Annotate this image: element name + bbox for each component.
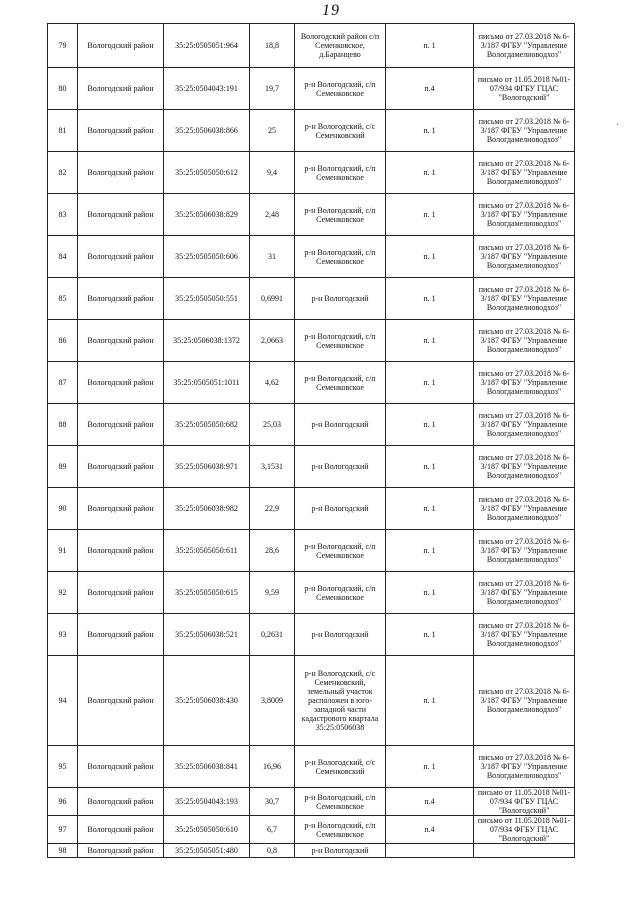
cadastral-number-cell: 35:25:0505051:480: [164, 844, 250, 858]
source-document-cell: письмо от 27.03.2018 № 6-3/187 ФГБУ "Управление Вологдамелиоводхоз": [474, 572, 575, 614]
table-row: [48, 236, 575, 278]
criteria-point-cell: п.4: [386, 788, 474, 816]
cadastral-number-cell: 35:25:0506038:866: [164, 110, 250, 152]
criteria-point-cell: п. 1: [386, 572, 474, 614]
source-document-cell: письмо от 11.05.2018 №01-07/934 ФГБУ ГЦАС "Вологодский": [474, 68, 575, 110]
row-number: 79: [48, 24, 78, 68]
location-cell: р-н Вологодский, с/п Семенковское: [295, 152, 386, 194]
area-cell: 16,96: [250, 746, 295, 788]
row-number: 82: [48, 152, 78, 194]
table-row: [48, 844, 575, 858]
source-document-cell: письмо от 27.03.2018 № 6-3/187 ФГБУ "Управление Вологдамелиоводхоз": [474, 446, 575, 488]
criteria-point-cell: п. 1: [386, 656, 474, 746]
area-cell: 2,0663: [250, 320, 295, 362]
row-number: 98: [48, 844, 78, 858]
district-cell: Вологодский район: [78, 530, 164, 572]
row-number: 96: [48, 788, 78, 816]
area-cell: 6,7: [250, 816, 295, 844]
table-row: [48, 530, 575, 572]
location-cell: р-н Вологодский, с/п Семенковское: [295, 572, 386, 614]
row-number: 80: [48, 68, 78, 110]
cadastral-number-cell: 35:25:0505050:612: [164, 152, 250, 194]
location-cell: р-н Вологодский, с/с Семенковский: [295, 746, 386, 788]
area-cell: 9,4: [250, 152, 295, 194]
source-document-cell: письмо от 11.05.2018 №01-07/934 ФГБУ ГЦАС "Вологодский": [474, 816, 575, 844]
source-document-cell: письмо от 27.03.2018 № 6-3/187 ФГБУ "Управление Вологдамелиоводхоз": [474, 614, 575, 656]
district-cell: Вологодский район: [78, 152, 164, 194]
district-cell: Вологодский район: [78, 320, 164, 362]
location-cell: р-н Вологодский, с/п Семенковское: [295, 68, 386, 110]
district-cell: Вологодский район: [78, 656, 164, 746]
district-cell: Вологодский район: [78, 362, 164, 404]
cadastral-number-cell: 35:25:0506038:1372: [164, 320, 250, 362]
criteria-point-cell: п. 1: [386, 446, 474, 488]
source-document-cell: [474, 844, 575, 858]
criteria-point-cell: п. 1: [386, 530, 474, 572]
district-cell: Вологодский район: [78, 236, 164, 278]
cadastral-number-cell: 35:25:0505050:615: [164, 572, 250, 614]
criteria-point-cell: п.4: [386, 68, 474, 110]
row-number: 81: [48, 110, 78, 152]
row-number: 90: [48, 488, 78, 530]
source-document-cell: письмо от 27.03.2018 № 6-3/187 ФГБУ "Управление Вологдамелиоводхоз": [474, 320, 575, 362]
source-document-cell: письмо от 27.03.2018 № 6-3/187 ФГБУ "Управление Вологдамелиоводхоз": [474, 194, 575, 236]
location-cell: р-н Вологодский, с/с Семенковский: [295, 110, 386, 152]
cadastral-number-cell: 35:25:0506038:430: [164, 656, 250, 746]
cadastral-number-cell: 35:25:0505050:611: [164, 530, 250, 572]
row-number: 94: [48, 656, 78, 746]
row-number: 88: [48, 404, 78, 446]
table-row: [48, 278, 575, 320]
row-number: 84: [48, 236, 78, 278]
location-cell: р-н Вологодский, с/п Семенковское: [295, 194, 386, 236]
source-document-cell: письмо от 27.03.2018 № 6-3/187 ФГБУ "Управление Вологдамелиоводхоз": [474, 110, 575, 152]
source-document-cell: письмо от 27.03.2018 № 6-3/187 ФГБУ "Управление Вологдамелиоводхоз": [474, 488, 575, 530]
criteria-point-cell: п. 1: [386, 24, 474, 68]
table-row: [48, 152, 575, 194]
table-row: [48, 788, 575, 816]
table-row: [48, 572, 575, 614]
location-cell: р-н Вологодский, с/п Семенковское: [295, 816, 386, 844]
cadastral-number-cell: 35:25:0505050:682: [164, 404, 250, 446]
table-row: [48, 68, 575, 110]
district-cell: Вологодский район: [78, 572, 164, 614]
cadastral-number-cell: 35:25:0505050:606: [164, 236, 250, 278]
table-row: [48, 362, 575, 404]
area-cell: 0,6991: [250, 278, 295, 320]
district-cell: Вологодский район: [78, 278, 164, 320]
row-number: 89: [48, 446, 78, 488]
district-cell: Вологодский район: [78, 404, 164, 446]
location-cell: р-н Вологодский: [295, 404, 386, 446]
cadastral-number-cell: 35:25:0506038:841: [164, 746, 250, 788]
source-document-cell: письмо от 27.03.2018 № 6-3/187 ФГБУ "Управление Вологдамелиоводхоз": [474, 152, 575, 194]
criteria-point-cell: п.4: [386, 816, 474, 844]
location-cell: р-н Вологодский, с/п Семенковское: [295, 362, 386, 404]
row-number: 92: [48, 572, 78, 614]
table-row: [48, 816, 575, 844]
location-cell: р-н Вологодский: [295, 278, 386, 320]
source-document-cell: письмо от 27.03.2018 № 6-3/187 ФГБУ "Управление Вологдамелиоводхоз": [474, 362, 575, 404]
source-document-cell: письмо от 27.03.2018 № 6-3/187 ФГБУ "Управление Вологдамелиоводхоз": [474, 24, 575, 68]
area-cell: 18,8: [250, 24, 295, 68]
cadastral-number-cell: 35:25:0506038:521: [164, 614, 250, 656]
area-cell: 0,2631: [250, 614, 295, 656]
cadastral-number-cell: 35:25:0504043:191: [164, 68, 250, 110]
criteria-point-cell: п. 1: [386, 194, 474, 236]
source-document-cell: письмо от 27.03.2018 № 6-3/187 ФГБУ "Управление Вологдамелиоводхоз": [474, 746, 575, 788]
land-plot-registry-table: [47, 23, 575, 858]
location-cell: р-н Вологодский: [295, 844, 386, 858]
table-row: [48, 656, 575, 746]
cadastral-number-cell: 35:25:0505050:610: [164, 816, 250, 844]
location-cell: р-н Вологодский, с/п Семенковское: [295, 788, 386, 816]
row-number: 97: [48, 816, 78, 844]
location-cell: р-н Вологодский: [295, 446, 386, 488]
cadastral-number-cell: 35:25:0506038:971: [164, 446, 250, 488]
source-document-cell: письмо от 27.03.2018 № 6-3/187 ФГБУ "Управление Вологдамелиоводхоз": [474, 278, 575, 320]
criteria-point-cell: п. 1: [386, 746, 474, 788]
district-cell: Вологодский район: [78, 194, 164, 236]
location-cell: р-н Вологодский, с/п Семенковское: [295, 236, 386, 278]
area-cell: 9,59: [250, 572, 295, 614]
district-cell: Вологодский район: [78, 24, 164, 68]
district-cell: Вологодский район: [78, 488, 164, 530]
criteria-point-cell: п. 1: [386, 152, 474, 194]
district-cell: Вологодский район: [78, 816, 164, 844]
table-row: [48, 446, 575, 488]
area-cell: 31: [250, 236, 295, 278]
criteria-point-cell: п. 1: [386, 488, 474, 530]
source-document-cell: письмо от 27.03.2018 № 6-3/187 ФГБУ "Управление Вологдамелиоводхоз": [474, 656, 575, 746]
location-cell: р-н Вологодский: [295, 614, 386, 656]
criteria-point-cell: п. 1: [386, 278, 474, 320]
location-cell: р-н Вологодский, с/п Семенковское: [295, 320, 386, 362]
scan-mark: ·: [616, 120, 620, 131]
area-cell: 30,7: [250, 788, 295, 816]
location-cell: Вологодский район с/п Семенковское, д.Баранцево: [295, 24, 386, 68]
row-number: 93: [48, 614, 78, 656]
row-number: 91: [48, 530, 78, 572]
criteria-point-cell: п. 1: [386, 236, 474, 278]
cadastral-number-cell: 35:25:0505051:1011: [164, 362, 250, 404]
table-row: [48, 614, 575, 656]
criteria-point-cell: п. 1: [386, 362, 474, 404]
area-cell: 4,62: [250, 362, 295, 404]
area-cell: 3,8009: [250, 656, 295, 746]
area-cell: 22,9: [250, 488, 295, 530]
area-cell: 25,03: [250, 404, 295, 446]
cadastral-number-cell: 35:25:0506038:829: [164, 194, 250, 236]
area-cell: 28,6: [250, 530, 295, 572]
row-number: 86: [48, 320, 78, 362]
table-row: [48, 194, 575, 236]
source-document-cell: письмо от 11.05.2018 №01-07/934 ФГБУ ГЦАС "Вологодский": [474, 788, 575, 816]
cadastral-number-cell: 35:25:0504043:193: [164, 788, 250, 816]
criteria-point-cell: п. 1: [386, 404, 474, 446]
table-row: [48, 24, 575, 68]
cadastral-number-cell: 35:25:0505050:551: [164, 278, 250, 320]
table-row: [48, 488, 575, 530]
area-cell: 2,48: [250, 194, 295, 236]
row-number: 83: [48, 194, 78, 236]
cadastral-number-cell: 35:25:0506038:982: [164, 488, 250, 530]
district-cell: Вологодский район: [78, 446, 164, 488]
source-document-cell: письмо от 27.03.2018 № 6-3/187 ФГБУ "Управление Вологдамелиоводхоз": [474, 530, 575, 572]
area-cell: 3,1531: [250, 446, 295, 488]
area-cell: 25: [250, 110, 295, 152]
criteria-point-cell: [386, 844, 474, 858]
table-row: [48, 404, 575, 446]
criteria-point-cell: п. 1: [386, 320, 474, 362]
table-row: [48, 320, 575, 362]
location-cell: р-н Вологодский: [295, 488, 386, 530]
row-number: 87: [48, 362, 78, 404]
row-number: 95: [48, 746, 78, 788]
district-cell: Вологодский район: [78, 788, 164, 816]
district-cell: Вологодский район: [78, 68, 164, 110]
row-number: 85: [48, 278, 78, 320]
source-document-cell: письмо от 27.03.2018 № 6-3/187 ФГБУ "Управление Вологдамелиоводхоз": [474, 236, 575, 278]
district-cell: Вологодский район: [78, 614, 164, 656]
area-cell: 19,7: [250, 68, 295, 110]
location-cell: р-н Вологодский, с/п Семенковское: [295, 530, 386, 572]
criteria-point-cell: п. 1: [386, 614, 474, 656]
district-cell: Вологодский район: [78, 844, 164, 858]
district-cell: Вологодский район: [78, 110, 164, 152]
criteria-point-cell: п. 1: [386, 110, 474, 152]
page-number: 19: [322, 2, 340, 19]
table-row: [48, 746, 575, 788]
location-cell: р-н Вологодский, с/с Семенковский, земельный участок расположен в юго-западной части кадастрового квартала 35:25:0506038: [295, 656, 386, 746]
area-cell: 0,8: [250, 844, 295, 858]
table-row: [48, 110, 575, 152]
source-document-cell: письмо от 27.03.2018 № 6-3/187 ФГБУ "Управление Вологдамелиоводхоз": [474, 404, 575, 446]
district-cell: Вологодский район: [78, 746, 164, 788]
cadastral-number-cell: 35:25:0505051:964: [164, 24, 250, 68]
